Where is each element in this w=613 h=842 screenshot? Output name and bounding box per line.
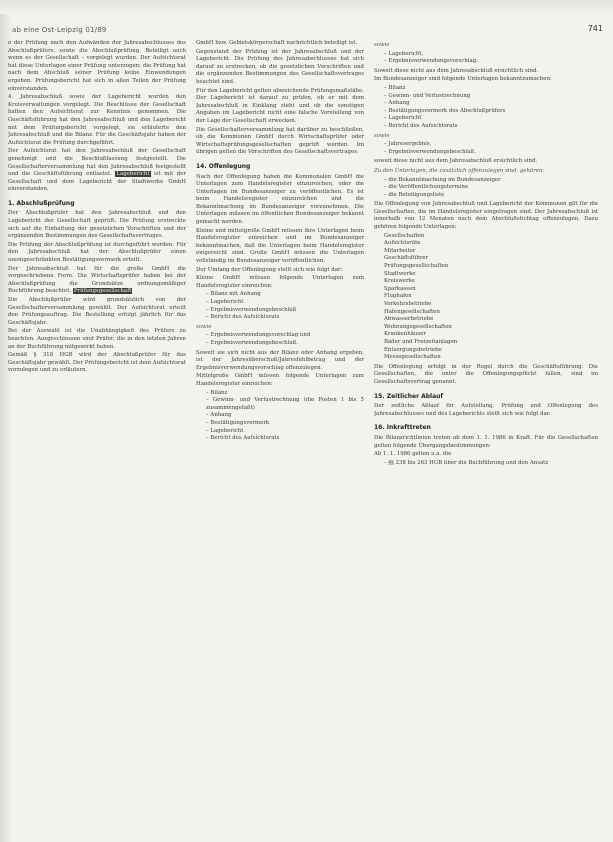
paragraph: Der zeitliche Ablauf für Aufstellung, Prüfung und Offenlegung des Jahresabschlusses und des Lageberichts stellt sich wie folgt dar. [374, 403, 598, 417]
list-item: Messegesellschaften [384, 354, 441, 361]
page-number: 741 [587, 24, 603, 33]
list-item: – die Beteiligungsliste [384, 192, 598, 200]
paragraph [8, 148, 186, 194]
paragraph: Die Offenlegung erfolgt in der Regel durch die Geschäftsführung. Die Gesellschaften, die unter die Offenlegungspflicht fallen, sind im Gesellschaftsvertrag genannt. [374, 363, 598, 385]
list-item: – Bericht des Aufsichtsrats [384, 123, 598, 131]
list-item: Gesellschaften [384, 232, 425, 239]
list-item: – Bilanz [384, 85, 598, 93]
paragraph: Der Umfang der Offenlegung stellt sich wie folgt dar: [196, 266, 343, 273]
paragraph: Gegenstand der Prüfung ist der Jahresabschluß und der Lagebericht. Die Prüfung des Jahresabschlusses hat sich darauf zu erstrecken, ob die gesetzlichen Vorschriften und die ergänzenden Bestimmungen des Gesellschaftsvertrages beachtet sind. [196, 48, 364, 85]
paragraph: Die Prüfung der Abschlußprüfung ist durchgeführt worden. Für den Jahresabschluß hat der Abschlußprüfer einen uneingeschränkten Bestätigungsvermerk erteilt. [8, 241, 186, 264]
list-item: Stadtwerke [384, 270, 416, 277]
list-item: – Gewinn- und Verlustrechnung [384, 93, 598, 101]
section-heading: 14. Offenlegung [196, 162, 251, 170]
list-item: – Ergebnisverwendungsbeschluß. [384, 149, 598, 157]
section-heading: 15. Zeitlicher Ablauf [374, 392, 444, 400]
bullet-list [384, 177, 598, 200]
list-item: – Anhang [206, 412, 364, 420]
bullet-list [384, 460, 598, 468]
paragraph: Soweit diese nicht aus dem Jahresabschluß ersichtlich sind. [374, 67, 539, 74]
paragraph: Im Bundesanzeiger sind folgende Unterlagen bekanntzumachen: [374, 76, 552, 83]
list-item: Aufsichtsräte [384, 240, 421, 247]
list-item: – die Bekanntmachung im Bundesanzeiger [384, 177, 598, 185]
paragraph-text: Der Jahresabschluß hat für die große GmbH die vorgeschriebene Form. Die Wirtschaftsprüfer haben bei der Abschlußprüfung die Grundsätze ordnungsmäßiger Buchführung beachtet. [8, 265, 186, 295]
list-item: Verkehrsbetriebe [384, 301, 432, 307]
paragraph: Soweit sie sich nicht aus der Bilanz oder Anhang ergeben, ist der Jahresüberschuß/Jahresfehlbetrag und der Ergebnisverwendungsvorschlag offenzulegen. [196, 349, 364, 371]
list-item: – Lagebericht [384, 115, 598, 123]
highlighted-term: Lagebericht [116, 171, 150, 178]
paragraph [8, 266, 186, 296]
bullet-list [206, 390, 364, 443]
bullet-list [206, 291, 364, 321]
list-item: Abwasserbetriebe [384, 316, 434, 323]
scan-shadow-top [0, 0, 613, 14]
list-item: Flughafen [384, 293, 412, 300]
list-item: Kreiswerke [384, 278, 416, 285]
list-item: – Lagebericht, [384, 51, 598, 59]
paragraph: Die Gesellschafterversammlung hat darüber zu beschließen, ob die Kommunen GmbH durch Wirtschaftsprüfer oder Wirtschaftsprüfungsgesellschaften geprüft werden. Im übrigen gelten die Vorschriften des Gesellschaftsvertrages. [196, 126, 364, 156]
paragraph: Gemäß § 318 HGB wird der Abschlußprüfer für das Geschäftsjahr gewählt. Der Prüfungsbericht ist dem Aufsichtsrat vorzulegen und zu erläutern. [8, 352, 186, 374]
list-intro: Zu den Unterlagen, die zusätzlich offenzulegen sind, gehören: [374, 167, 545, 174]
list-item: Entsorgungsbetriebe [384, 346, 442, 353]
list-item: – Jahresergebnis, [384, 141, 598, 149]
paragraph: Nach der Offenlegung haben die Kommunalen GmbH die Unterlagen zum Handelsregister einzureichen, oder die Unterlagen im Bundesanzeiger zu veröffentlichen. Es ist beim Handelsregister einzureichen und die Bekanntmachung im Bundesanzeiger vorzunehmen. Die Unterlagen müssen im öffentlichen Bundesanzeiger bekannt gemacht werden. [196, 173, 364, 226]
paragraph-text: ist mit der Gesellschaft und dem Lagebericht der Stadtwerke GmbH einverstanden. [8, 171, 186, 193]
bullet-list [384, 233, 598, 362]
paragraph: 4. Jahresabschluß sowie der Lagebericht wurden den Kreisverwaltungen vorgelegt. Die Beschlüsse der Gesellschaft hatten den Aufsichtsrat zur Kenntnis genommen. Die Geschäftsführung hat den Jahresabschluß und den Lagebericht mit dem Prüfungsbericht vorgelegt, sie erläuterte den Jahresabschluß und die Bilanz. Für die Geschäftsjahr haben der Aufsichtsrat die Prüfung durchgeführt. [8, 94, 186, 146]
paragraph: GmbH bzw. Gebietskörperschaft nachrichtlich beteiligt ist. [196, 40, 358, 46]
list-intro: sowie [374, 132, 390, 139]
paragraph: Die Offenlegung von Jahresabschluß und Lagebericht der Kommunen gilt für die Gesellschaften, die im Handelsregister eingetragen sind. Der Jahresabschluß ist innerhalb von 12 Monaten nach dem Abschlußstichtag offenzulegen. Dazu gehören folgende Unterlagen: [374, 201, 598, 231]
list-item: – Anhang [384, 100, 598, 108]
list-item: Mitarbeiter [384, 247, 416, 254]
paragraph-text: Der Aufsichtsrat hat den Jahresabschluß der Gesellschaft genehmigt und die Beschlußfassung festgestellt. Die Gesellschafterversammlung hat den Jahresabschluß festgestellt und die Geschäftsführung entlastet. [8, 148, 186, 178]
list-item: Geschäftsführer [384, 255, 429, 262]
list-item: – Ergebnisverwendungsvorschlag. [384, 58, 598, 66]
section-heading: 16. Inkrafttreten [374, 424, 431, 432]
list-item: – Bilanz mit Anhang [206, 291, 364, 299]
bullet-list [206, 332, 364, 347]
highlighted-term: Prüfungsgesellschaft [73, 288, 132, 295]
list-item: – Bericht des Aufsichtsrats [206, 435, 364, 443]
list-item: Krankenhäuser [384, 331, 426, 338]
running-title: ab eine Ost-Leipzig 01/89 [12, 26, 107, 34]
list-item: – Ergebnisverwendungsbeschluß. [206, 340, 364, 348]
list-intro: sowie [374, 42, 390, 48]
list-item: Bäder und Freizeitanlagen [384, 338, 458, 345]
list-item: – Ergebnisverwendungsbeschluß [206, 307, 364, 315]
paragraph: Der Abschlußprüfer hat den Jahresabschluß und den Lagebericht der Gesellschaft geprüft. Die Prüfung erstreckte sich auf die Einhaltung der gesetzlichen Vorschriften und der ergänzenden Bestimmungen des Gesellschaftsvertrages. [8, 210, 186, 240]
list-item: – Gewinn- und Verlustrechnung (die Posten 1 bis 5 zusammengefaßt) [206, 397, 364, 412]
text-column-1 [8, 40, 186, 835]
list-item: Wohnungsgesellschaften [384, 323, 452, 330]
list-intro: sowie [196, 323, 212, 330]
paragraph: Ab 1. 1. 1986 gelten u.a. die [374, 451, 452, 458]
paragraph: soweit diese nicht aus dem Jahresabschluß ersichtlich sind. [374, 158, 538, 165]
bullet-list [384, 141, 598, 156]
paragraph: Die Abschlußprüfer wird grundsätzlich von der Gesellschafterversammlung gewählt. Der Aufsichtsrat erteilt den Prüfungsauftrag. Die Bestellung erfolgt jährlich für das Geschäftsjahr. [8, 297, 186, 326]
list-item: – Lagebericht [206, 299, 364, 307]
list-item: – Ergebnisverwendungsvorschlag und [206, 332, 364, 340]
paragraph: Kleine GmbH müssen folgende Unterlagen zum Handelsregister einreichen: [196, 275, 364, 289]
paragraph: Mittelgroße GmbH müssen folgende Unterlagen zum Handelsregister einreichen: [196, 373, 364, 387]
paragraph: Die Bilanzrichtlinien treten ab dem 1. 1. 1986 in Kraft. Für die Gesellschaften gelten folgende Übergangsbestimmungen: [374, 434, 598, 449]
list-item: Sparkassen [384, 285, 416, 292]
list-item: Prüfungsgesellschaften [384, 263, 449, 270]
section-heading: 1. Abschlußprüfung [8, 199, 75, 207]
paragraph: Kleine und mittelgroße GmbH müssen ihre Unterlagen beim Handelsregister einreichen und im Bundesanzeiger bekanntmachen, daß die Unterlagen beim Handelsregister eingereicht sind. Große GmbH müssen die Unterlagen vollständig im Bundesanzeiger veröffentlichen. [196, 227, 364, 265]
list-item: – Bilanz [206, 390, 364, 398]
paragraph: Für den Lagebericht gelten abweichende Prüfungsmaßstäbe. Der Lagebericht ist darauf zu prüfen, ob er mit dem Jahresabschluß in Einklang steht und ob die sonstigen Angaben im Lagebericht nicht eine falsche Vorstellung von der Lage der Gesellschaft erwecken. [196, 87, 364, 124]
text-column-2 [196, 40, 364, 835]
list-item: Hafengesellschaften [384, 308, 440, 315]
list-item: – §§ 238 bis 263 HGB über die Buchführung und den Ansatz [384, 460, 598, 468]
list-item: – Bestätigungsvermerk des Abschlußprüfers [384, 108, 598, 116]
list-item: – Lagebericht [206, 428, 364, 436]
paragraph: Bei der Auswahl ist die Unabhängigkeit des Prüfers zu beachten. Ausgeschlossen sind Prüfer, die in den letzten Jahren an der Buchführung mitgewirkt haben. [8, 328, 186, 350]
text-column-3 [374, 40, 598, 835]
bullet-list [384, 85, 598, 131]
list-item: – Bericht des Aufsichtsrats [206, 314, 364, 322]
bullet-list [384, 51, 598, 66]
list-item: – Bestätigungsvermerk [206, 420, 364, 428]
paragraph: o der Prüfung nach den Aufwänden der Jahresabschlusses des Abschlußprüfers, sowie die Abschlußprüfung. Beteiligt auch wenn es der Gesellschaft – vorgelegt wurden. Der Aufsichtsrat hat diese Unterlagen einer Prüfung unterzogen; die Prüfung hat nach dem Abschluß seiner Prüfung keine Einwendungen ergeben. Prüfungsbericht hat sich in allen Teilen der Prüfung einverstanden. [8, 40, 186, 92]
list-item: – die Veröffentlichungstermine [384, 184, 598, 192]
